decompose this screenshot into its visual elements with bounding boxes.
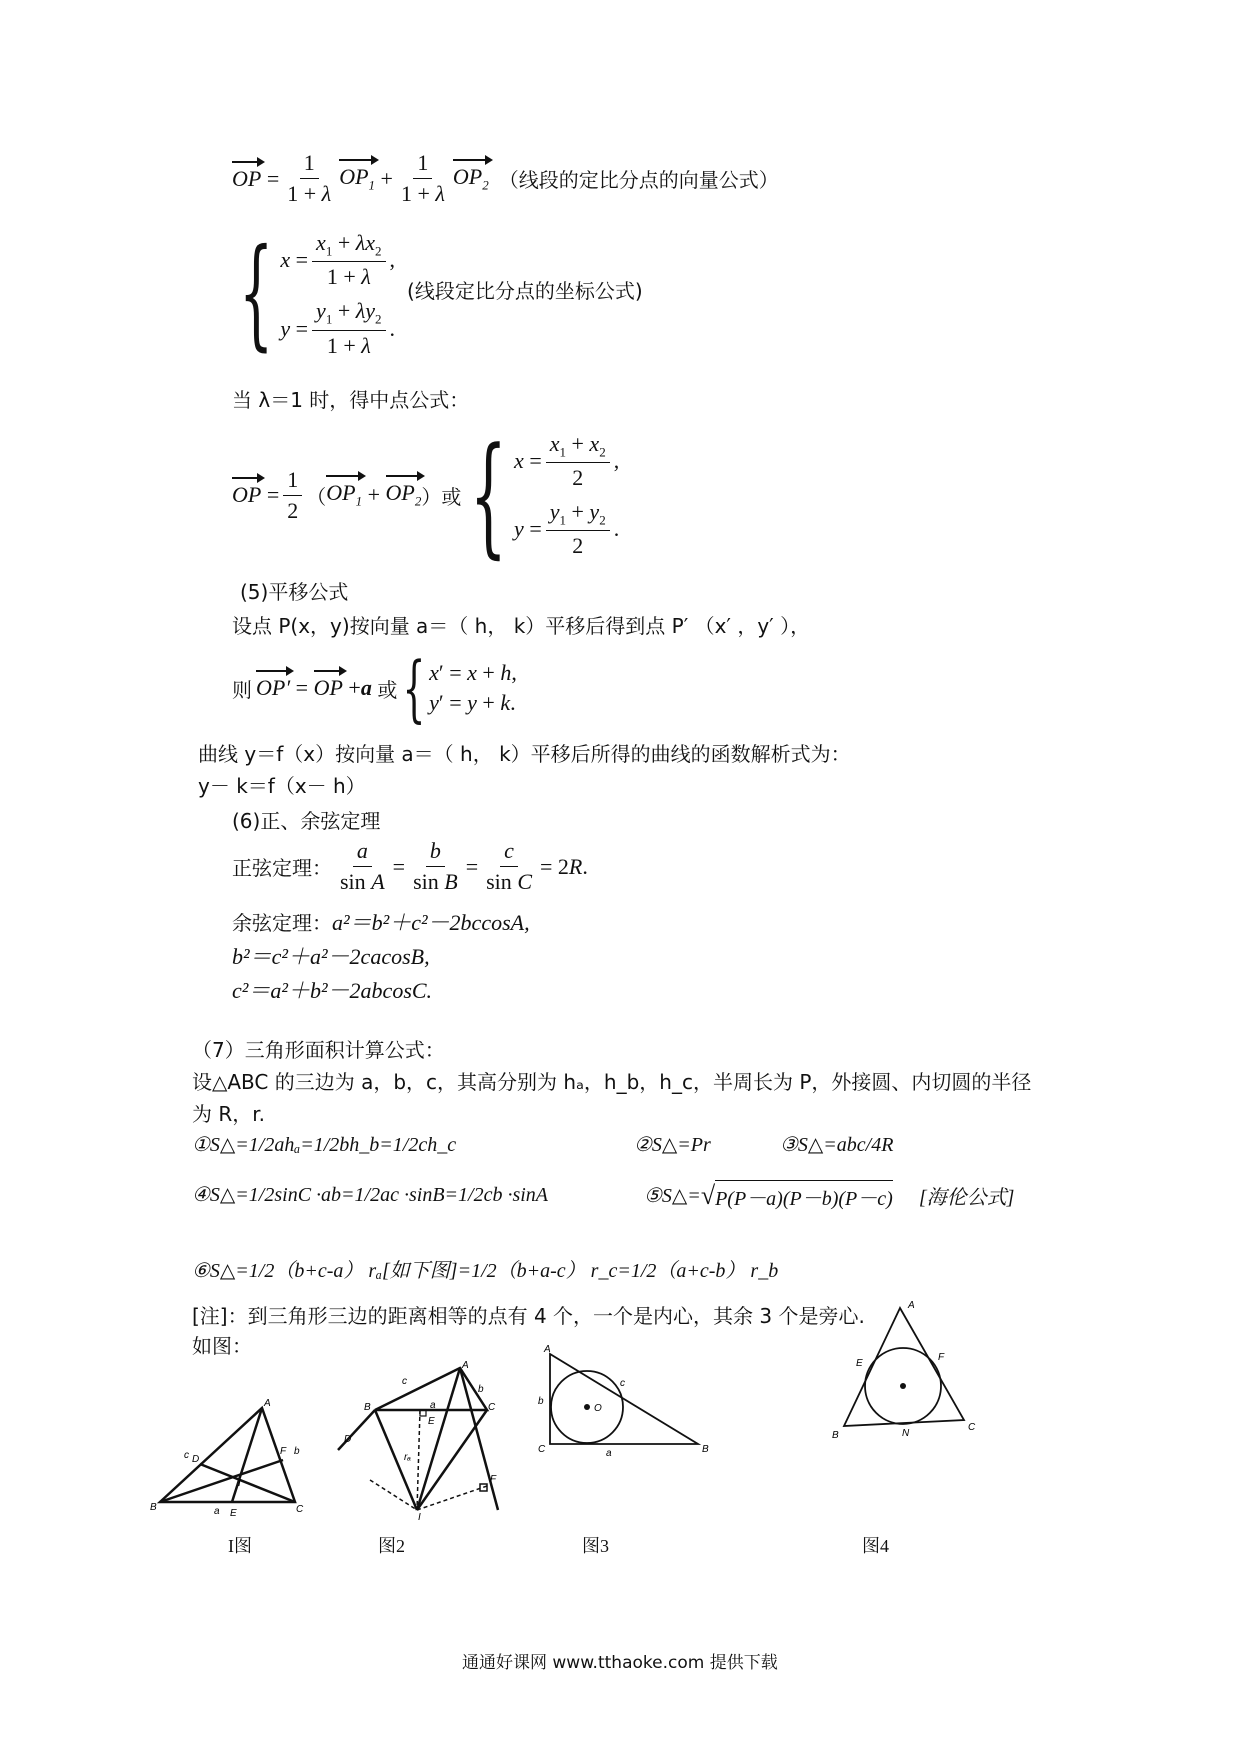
fig3-label-c: C (538, 1444, 546, 1455)
area-formula-3: ③S△=abc/4R (780, 1134, 894, 1156)
sine-cosine-heading: (6)正、余弦定理 (232, 809, 381, 833)
area-setup-line1: 设△ABC 的三边为 a，b，c，其高分别为 hₐ，h_b，h_c，半周长为 P，外接圆、内切圆的半径 (192, 1070, 1032, 1094)
fig1-label-a: A (264, 1398, 271, 1409)
area-formula-2: ②S△=Pr (634, 1134, 711, 1156)
fig1-label-a-side: a (214, 1506, 220, 1517)
cosine-law-a: 余弦定理：a²＝b²＋c²－2bccosA, (232, 910, 530, 935)
fig2-label-b: B (364, 1402, 371, 1413)
midpoint-intro: 当 λ＝1 时，得中点公式： (232, 388, 470, 412)
cosine-law-c: c²＝a²＋b²－2abcosC. (232, 978, 433, 1003)
area-formula-1: ①S△=1/2ahₐ=1/2bh_b=1/2ch_c (192, 1134, 457, 1156)
figure-3-right-triangle-incircle (530, 1340, 720, 1470)
fig2-label-f: F (490, 1474, 497, 1485)
figure-2-caption: 图2 (378, 1536, 405, 1556)
cosine-law-b: b²＝c²＋a²－2cacosB, (232, 944, 430, 969)
curve-translation: 曲线 y＝f（x）按向量 a＝（ h， k）平移后所得的曲线的函数解析式为： (198, 742, 851, 766)
fig3-label-b: B (702, 1444, 709, 1455)
fig3-label-a-side: a (606, 1448, 612, 1459)
fig4-label-c: C (968, 1422, 976, 1433)
fig3-label-c-side: c (620, 1378, 625, 1389)
translation-formula: 则 OP′ = OP + a 或 { x′ = x + h, y′ = y + k. (232, 646, 517, 730)
fig1-label-f: F (280, 1446, 287, 1457)
fig1-label-b-side: b (294, 1446, 300, 1457)
fig1-label-b: B (150, 1502, 157, 1513)
fig1-label-c-side: c (184, 1450, 189, 1461)
fig1-label-c: C (296, 1504, 304, 1515)
fig2-label-d: D (344, 1434, 352, 1445)
fig1-label-d: D (192, 1454, 200, 1465)
area-setup-line2: 为 R，r. (192, 1102, 265, 1126)
figure-4-incircle (820, 1300, 980, 1450)
fig1-label-e: E (230, 1508, 237, 1519)
area-formula-4: ④S△=1/2sinC ∙ab=1/2ac ∙sinB=1/2cb ∙sinA (192, 1184, 549, 1206)
translation-setup: 设点 P(x，y)按向量 a＝（ h， k）平移后得到点 P′ （x′ ，y′ ）， (232, 614, 811, 638)
fig2-label-ra: rₐ (404, 1452, 411, 1463)
fig3-label-o: O (594, 1403, 602, 1414)
fig1-label-i: I (238, 1478, 241, 1489)
fig4-label-a: A (908, 1300, 915, 1311)
area-formula-5: ⑤S△= √ P(P－a)(P－b)(P－c) [海伦公式] (644, 1180, 1015, 1210)
midpoint-formula: OP = $\frac{1}{2}$ （ $OP_1$ + $OP_2$ ） 或 { x = $\frac{x_1 + x_2}{2}$ , y = $\frac{y_1 + y_2}{2}$ . (232, 419, 620, 571)
coord-ratio-system: { x = $\frac{x_1 + \lambda x_2}{1 + \lambda}$ , y = $\frac{y_1 + \lambda y_2}{1 + \lambda}$ . (线段定比分点的坐标公式) (238, 224, 643, 364)
figure-3-caption: 图3 (582, 1536, 609, 1556)
fig4-label-n: N (902, 1428, 910, 1439)
fig2-label-a-side: a (430, 1400, 436, 1411)
fig2-label-e: E (428, 1416, 435, 1427)
fig4-label-f: F (938, 1352, 945, 1363)
page-footer: 通通好课网 www.tthaoke.com 提供下载 (462, 1653, 778, 1673)
figure-1-incenter (150, 1390, 320, 1520)
area-heading: （7）三角形面积计算公式： (192, 1038, 445, 1062)
as-shown-label: 如图： (192, 1334, 252, 1358)
fig2-label-b-side: b (478, 1384, 484, 1395)
area-formula-6: ⑥S△=1/2（b+c-a） rₐ[如下图]=1/2（b+a-c） r_c=1/2（a+c-b） r_b (192, 1260, 779, 1282)
figure-4-caption: 图4 (862, 1536, 889, 1556)
fig2-label-c-side: c (402, 1376, 407, 1387)
sine-law: 正弦定理： $\frac{a}{\text{sin A}}$ = $\frac{b}{\text{sin B}}$ = $\frac{c}{\text{sin C}}$ = 2 R . (232, 838, 588, 894)
curve-result: y－ k＝f（x－ h） (198, 774, 366, 798)
figure-2-excenter (330, 1360, 520, 1520)
fig4-label-b: B (832, 1430, 839, 1441)
fig4-label-e: E (856, 1358, 863, 1369)
translation-heading: (5)平移公式 (240, 580, 349, 604)
fig2-label-c: C (488, 1402, 496, 1413)
figure-1-caption: I图 (228, 1536, 252, 1556)
fig3-label-b-side: b (538, 1396, 544, 1407)
vector-ratio-formula: OP = $\frac{1}{1 + \lambda}$ $OP_1$ + $\frac{1}{1 + \lambda}$ $OP_2$ （线段的定比分点的向量公式） (232, 150, 779, 206)
fig2-label-a: A (462, 1360, 469, 1371)
fig2-label-i: I (418, 1512, 421, 1520)
excenter-note: [注]：到三角形三边的距离相等的点有 4 个，一个是内心，其余 3 个是旁心. (192, 1304, 865, 1328)
fig3-label-a: A (544, 1344, 551, 1355)
